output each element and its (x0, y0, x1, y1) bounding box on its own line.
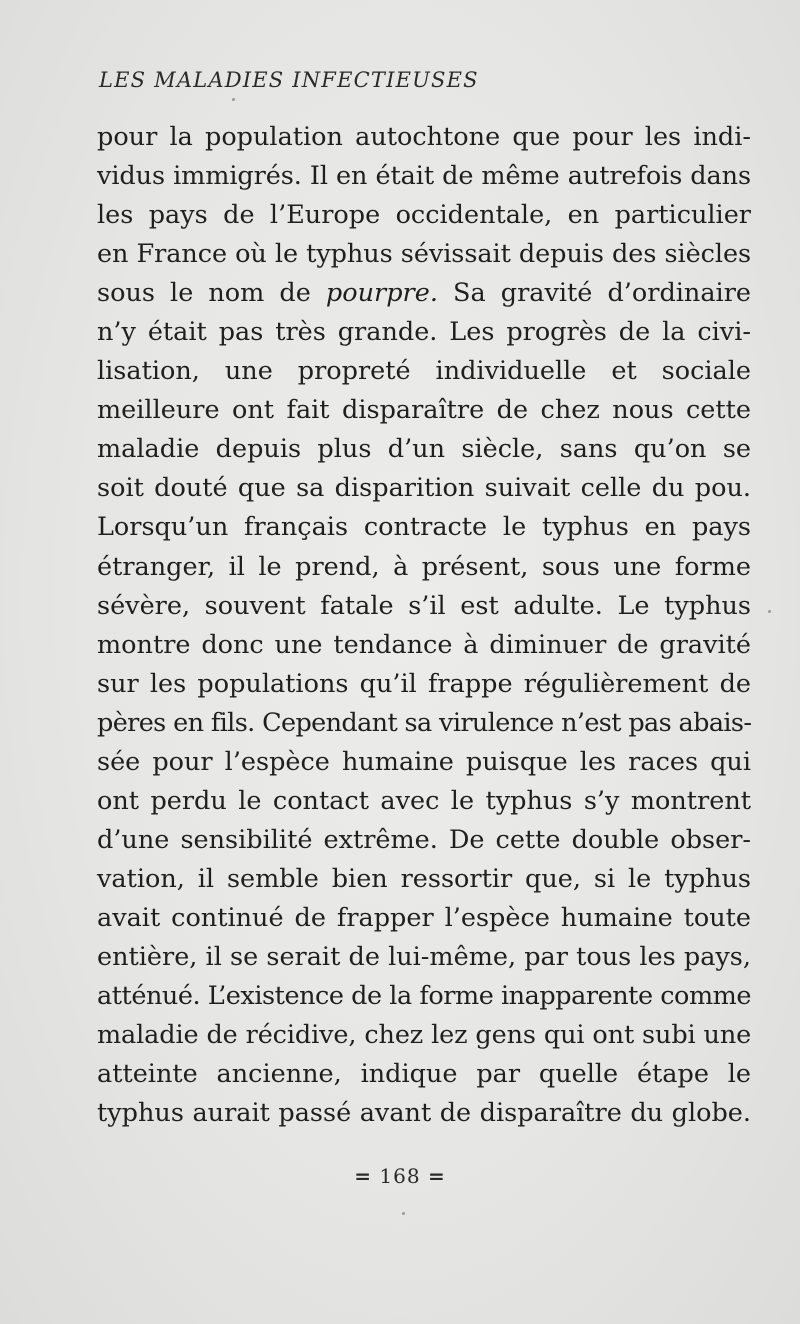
text-line: en France où le typhus sévissait depuis des siècles (97, 239, 751, 270)
text-line: étranger, il le prend, à présent, sous une forme (97, 551, 751, 582)
text-line (97, 274, 751, 313)
text-line: lisation, une propreté individuelle et sociale (97, 356, 751, 387)
text-line: avait continué de frapper l’espèce humaine toute (97, 902, 751, 933)
text-line-start: sous le nom de (97, 278, 326, 309)
text-line: sévère, souvent fatale s’il est adulte. Le typhus (97, 590, 751, 621)
paper-speck (768, 610, 771, 613)
text-line: n’y était pas très grande. Les progrès de la civi- (97, 317, 751, 348)
text-line: pères en fils. Cependant sa virulence n’est pas abais- (97, 707, 752, 738)
page-number: 168 (379, 1164, 421, 1188)
text-line: maladie depuis plus d’un siècle, sans qu’on se (97, 434, 751, 465)
text-line: Lorsqu’un français contracte le typhus en pays (97, 512, 751, 543)
text-line: atténué. L’existence de la forme inapparente comme (97, 981, 752, 1012)
folio-ornament-left: = (354, 1164, 373, 1188)
text-line: maladie de récidive, chez lez gens qui ont subi une (97, 1020, 752, 1051)
text-line: sur les populations qu’il frappe régulièrement de (97, 668, 751, 699)
text-line: d’une sensibilité extrême. De cette double obser- (97, 824, 751, 855)
text-line: montre donc une tendance à diminuer de gravité (97, 629, 751, 660)
paper-speck (402, 1212, 405, 1215)
page-number-footer (0, 1164, 800, 1188)
folio-ornament-right: = (427, 1164, 446, 1188)
text-line: vation, il semble bien ressortir que, si le typhus (97, 863, 751, 894)
body-text (97, 118, 751, 1133)
text-line: entière, il se serait de lui-même, par tous les pays, (97, 941, 751, 972)
text-line: les pays de l’Europe occidentale, en particulier (97, 200, 751, 231)
text-line: sée pour l’espèce humaine puisque les races qui (97, 746, 751, 777)
text-line: typhus aurait passé avant de disparaître du globe. (97, 1098, 751, 1129)
text-line-end: Sa gravité d’ordinaire (437, 278, 751, 309)
italic-term: pourpre. (325, 278, 438, 309)
text-line: meilleure ont fait disparaître de chez nous cette (97, 395, 751, 426)
text-line: vidus immigrés. Il en était de même autrefois dans (97, 161, 751, 192)
running-head: LES MALADIES INFECTIEUSES (99, 68, 479, 92)
text-line: atteinte ancienne, indique par quelle étape le (97, 1059, 751, 1090)
text-line: soit douté que sa disparition suivait celle du pou. (97, 473, 751, 504)
text-line: ont perdu le contact avec le typhus s’y montrent (97, 785, 751, 816)
paper-speck (232, 98, 235, 101)
text-line: pour la population autochtone que pour les indi- (97, 122, 751, 152)
